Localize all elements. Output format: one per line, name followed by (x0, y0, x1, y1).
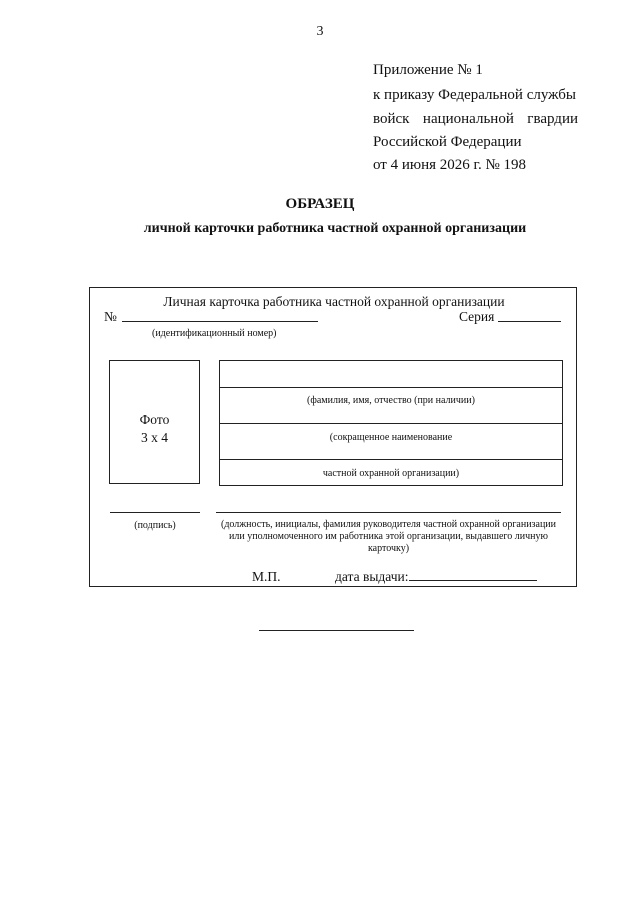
series-label: Серия (459, 309, 495, 324)
card-number-line (122, 321, 318, 322)
photo-box (109, 360, 200, 484)
head-signature-line (216, 512, 561, 513)
id-number-caption: (идентификационный номер) (152, 328, 277, 339)
photo-label-line-1: Фото (139, 412, 170, 427)
card-number-sign: № (104, 309, 117, 324)
end-separator-line (259, 630, 414, 631)
stamp-place-label: М.П. (252, 569, 281, 584)
series-line (498, 321, 561, 322)
org-caption: частной охранной организации) (322, 468, 460, 479)
appendix-line-2: к приказу Федеральной службы (373, 87, 577, 103)
appendix-line-4: Российской Федерации (373, 134, 522, 150)
fio-caption: (фамилия, имя, отчество (при наличии) (307, 395, 475, 406)
page-number: 3 (316, 24, 324, 39)
short-name-caption: (сокращенное наименование (329, 432, 453, 443)
appendix-line-1: Приложение № 1 (373, 62, 483, 78)
head-caption: (должность, инициалы, фамилия руководителя частной охранной организации или уполномоченного им работника этой организации, выдавшего личную карточку) (220, 519, 557, 554)
document-subtitle: личной карточки работника частной охранной организации (143, 221, 527, 236)
org-line (220, 459, 562, 460)
photo-size-label: 3 х 4 (141, 430, 168, 445)
appendix-line-5: от 4 июня 2026 г. № 198 (373, 157, 527, 173)
short-name-line (220, 423, 562, 424)
document-title: ОБРАЗЕЦ (285, 196, 355, 212)
photo-label (110, 411, 199, 447)
signature-caption: (подпись) (134, 520, 176, 531)
appendix-line-3: войск национальной гвардии (373, 111, 578, 127)
fio-line (220, 387, 562, 388)
issue-date-label: дата выдачи: (335, 569, 409, 584)
issue-date-line (409, 580, 537, 581)
signature-line (110, 512, 200, 513)
card-title: Личная карточка работника частной охранной организации (163, 294, 505, 309)
personal-card-sample (89, 287, 577, 587)
fields-box (219, 360, 563, 486)
